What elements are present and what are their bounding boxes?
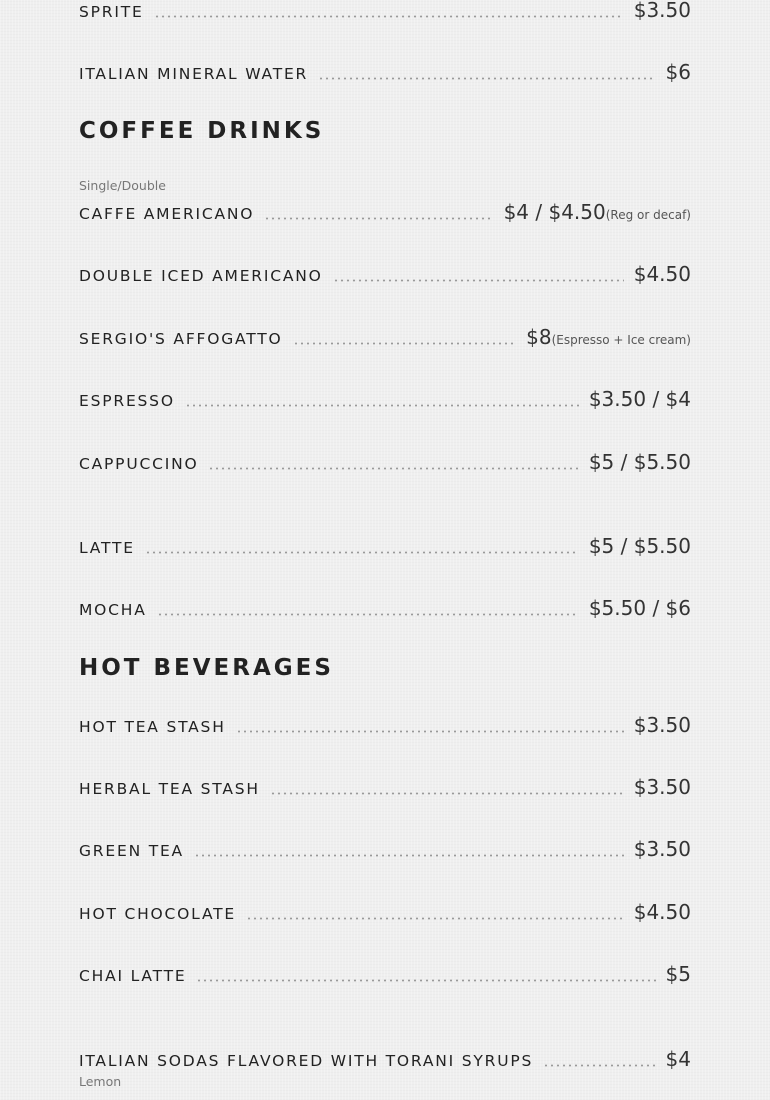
menu-item-cappuccino <box>79 440 691 474</box>
menu-item-italian-mineral-water <box>79 50 691 84</box>
item-price: $5 / $5.50 <box>588 534 691 558</box>
item-price: $6 <box>665 60 691 84</box>
item-name: MOCHA <box>79 601 147 619</box>
item-name: SPRITE <box>79 3 144 21</box>
item-name: CAFFE AMERICANO <box>79 205 255 223</box>
dot-leader <box>246 917 624 920</box>
menu-item-herbal-tea-stash <box>79 765 691 799</box>
item-price: $3.50 <box>633 713 691 737</box>
item-price: $4.50 <box>633 900 691 924</box>
dot-leader <box>157 613 579 616</box>
section-heading-hot-beverages: HOT BEVERAGES <box>79 655 334 681</box>
dot-leader <box>318 77 655 80</box>
item-price: $8 <box>526 325 552 349</box>
menu-item-sergios-affogatto <box>79 315 691 349</box>
dot-leader <box>145 551 579 554</box>
menu-item-sprite <box>79 0 691 22</box>
item-price: $4.50 <box>633 262 691 286</box>
dot-leader <box>208 467 578 470</box>
item-name: GREEN TEA <box>79 842 184 860</box>
dot-leader <box>264 217 493 220</box>
item-name: HOT TEA STASH <box>79 718 226 736</box>
item-price: $3.50 <box>633 0 691 22</box>
dot-leader <box>194 854 624 857</box>
item-name: ITALIAN MINERAL WATER <box>79 65 309 83</box>
menu-item-hot-tea-stash <box>79 703 691 737</box>
item-name: LATTE <box>79 539 135 557</box>
menu-item-hot-chocolate <box>79 890 691 924</box>
item-name: HOT CHOCOLATE <box>79 905 237 923</box>
menu <box>79 0 691 1100</box>
section-heading-coffee-drinks: COFFEE DRINKS <box>79 118 325 144</box>
item-price: $4 / $4.50 <box>503 200 606 224</box>
item-description: Single/Double <box>79 178 166 193</box>
menu-item-latte <box>79 524 691 558</box>
item-name: CAPPUCCINO <box>79 455 199 473</box>
item-price-note: (Espresso + Ice cream) <box>551 333 691 347</box>
dot-leader <box>543 1064 655 1067</box>
item-price: $3.50 <box>633 775 691 799</box>
item-price: $3.50 / $4 <box>588 387 691 411</box>
dot-leader <box>333 279 624 282</box>
item-price: $3.50 <box>633 837 691 861</box>
menu-item-green-tea <box>79 827 691 861</box>
item-price: $4 <box>665 1047 691 1071</box>
dot-leader <box>185 404 579 407</box>
item-name: CHAI LATTE <box>79 967 187 985</box>
item-name: ESPRESSO <box>79 392 175 410</box>
menu-item-chai-latte <box>79 952 691 986</box>
menu-item-double-iced-americano <box>79 252 691 286</box>
menu-item-espresso <box>79 377 691 411</box>
item-price: $5 <box>665 962 691 986</box>
item-price: $5.50 / $6 <box>588 596 691 620</box>
menu-item-italian-sodas <box>79 1037 691 1071</box>
dot-leader <box>293 342 517 345</box>
dot-leader <box>236 730 624 733</box>
item-name: SERGIO'S AFFOGATTO <box>79 330 283 348</box>
item-name: ITALIAN SODAS FLAVORED WITH TORANI SYRUPS <box>79 1052 534 1070</box>
item-price-note: (Reg or decaf) <box>605 208 691 222</box>
menu-item-mocha <box>79 586 691 620</box>
menu-item-caffe-americano <box>79 178 691 224</box>
item-name: DOUBLE ICED AMERICANO <box>79 267 323 285</box>
dot-leader <box>154 15 624 18</box>
dot-leader <box>196 979 655 982</box>
item-price: $5 / $5.50 <box>588 450 691 474</box>
item-subdescription: Lemon <box>79 1074 122 1089</box>
dot-leader <box>270 792 624 795</box>
item-name: HERBAL TEA STASH <box>79 780 260 798</box>
